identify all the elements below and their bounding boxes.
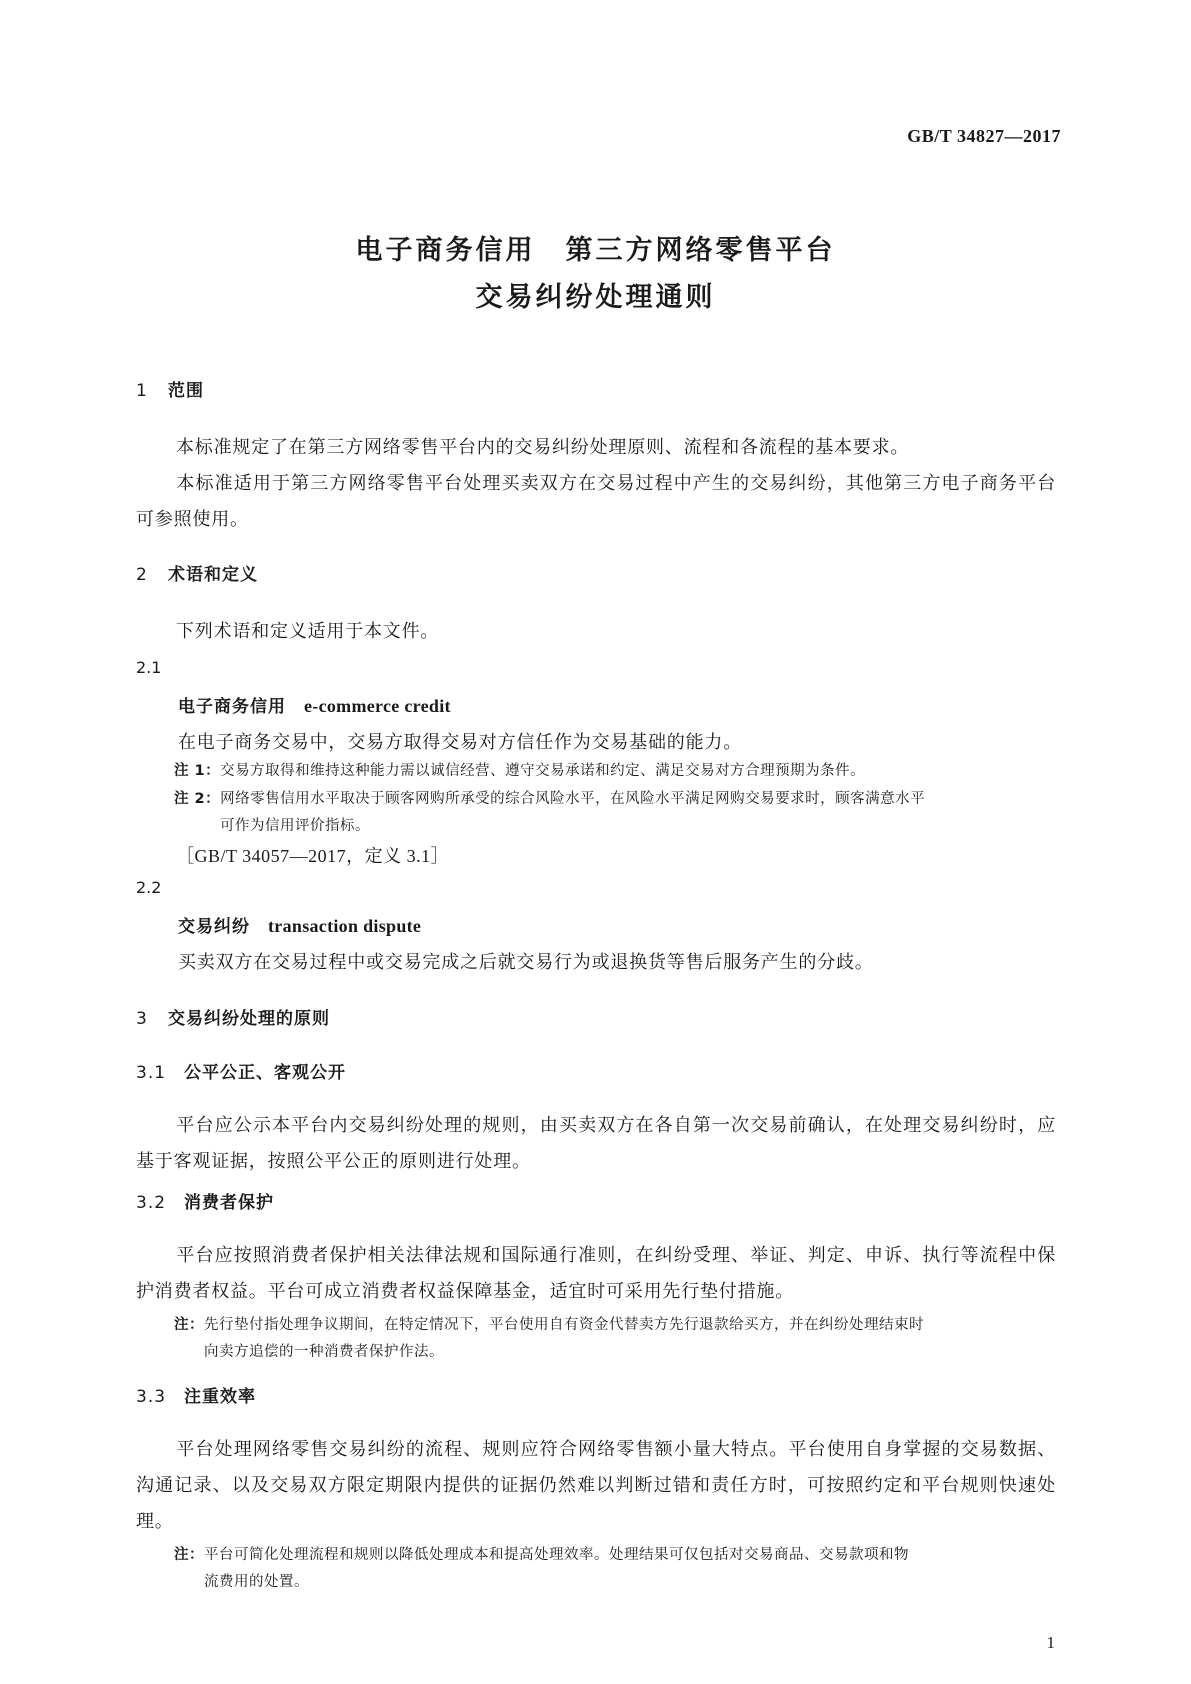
section-2-number: 2 [136, 565, 148, 585]
note-text: 网络零售信用水平取决于顾客网购所承受的综合风险水平，在风险水平满足网购交易要求时，顾客满意水平 [220, 791, 926, 807]
section-3-3-title: 注重效率 [184, 1387, 256, 1407]
section-3-2-number: 3.2 [136, 1193, 167, 1213]
section-1-number: 1 [136, 381, 148, 401]
document-title-line2: 交易纠纷处理通则 [475, 282, 716, 313]
note-label: 注： [174, 1317, 204, 1333]
note-label: 注： [174, 1547, 204, 1563]
section-3-2-paragraph [136, 1238, 1056, 1310]
section-3-title: 交易纠纷处理的原则 [168, 1009, 330, 1029]
section-3-3-note [174, 1542, 1058, 1596]
term-2-1-definition: 在电子商务交易中，交易方取得交易对方信任作为交易基础的能力。 [178, 732, 742, 753]
section-3-3-paragraph [136, 1432, 1056, 1540]
note-text-continuation: 流费用的处置。 [204, 1574, 309, 1590]
term-2-1-note-2 [174, 786, 1058, 840]
section-2-intro [136, 614, 1056, 650]
section-3-number: 3 [136, 1009, 148, 1029]
section-3-1-title: 公平公正、客观公开 [184, 1063, 346, 1083]
term-2-1-note-1 [174, 758, 1058, 785]
term-2-1-name-zh: 电子商务信用 [178, 697, 286, 717]
term-2-1-source: ［GB/T 34057—2017，定义 3.1］ [176, 846, 450, 866]
section-3-1-heading [136, 1058, 346, 1083]
section-2-title: 术语和定义 [168, 565, 258, 585]
section-1-paragraph-2-text: 本标准适用于第三方网络零售平台处理买卖双方在交易过程中产生的交易纠纷，其他第三方电子商务平台可参照使用。 [136, 473, 1056, 530]
section-1-paragraph-1-text: 本标准规定了在第三方网络零售平台内的交易纠纷处理原则、流程和各流程的基本要求。 [176, 437, 910, 458]
section-3-1-paragraph [136, 1108, 1056, 1180]
term-2-2-name-en: transaction dispute [268, 916, 422, 936]
section-2-intro-text: 下列术语和定义适用于本文件。 [176, 621, 440, 642]
note-label: 注 2： [174, 791, 221, 807]
standard-code: GB/T 34827—2017 [907, 126, 1061, 146]
note-text: 交易方取得和维持这种能力需以诚信经营、遵守交易承诺和约定、满足交易对方合理预期为条件。 [220, 763, 866, 779]
page-number: 1 [1046, 1633, 1055, 1652]
section-3-heading [136, 1004, 330, 1029]
term-2-2-definition: 买卖双方在交易过程中或交易完成之后就交易行为或退换货等售后服务产生的分歧。 [178, 952, 874, 973]
section-3-2-text: 平台应按照消费者保护相关法律法规和国际通行准则，在纠纷受理、举证、判定、申诉、执行等流程中保护消费者权益。平台可成立消费者权益保障基金，适宜时可采用先行垫付措施。 [136, 1245, 1056, 1302]
section-3-3-number: 3.3 [136, 1387, 167, 1407]
term-2-2-number: 2.2 [136, 878, 162, 897]
section-3-1-number: 3.1 [136, 1063, 167, 1083]
term-2-1-name [178, 692, 451, 717]
section-3-1-text: 平台应公示本平台内交易纠纷处理的规则，由买卖双方在各自第一次交易前确认，在处理交易纠纷时，应基于客观证据，按照公平公正的原则进行处理。 [136, 1115, 1056, 1172]
section-3-3-text: 平台处理网络零售交易纠纷的流程、规则应符合网络零售额小量大特点。平台使用自身掌握的交易数据、沟通记录、以及交易双方限定期限内提供的证据仍然难以判断过错和责任方时，可按照约定和平台规则快速处理。 [136, 1439, 1056, 1532]
term-2-1-name-en: e-commerce credit [304, 696, 451, 716]
note-text: 平台可简化处理流程和规则以降低处理成本和提高处理效率。处理结果可仅包括对交易商品、交易款项和物 [204, 1547, 909, 1563]
section-1-paragraph-1 [136, 430, 1056, 466]
section-3-2-heading [136, 1188, 274, 1213]
term-2-2-name-zh: 交易纠纷 [178, 917, 250, 937]
section-3-2-title: 消费者保护 [184, 1193, 274, 1213]
section-1-paragraph-2 [136, 466, 1056, 538]
section-1-heading [136, 376, 204, 401]
note-text: 先行垫付指处理争议期间，在特定情况下，平台使用自有资金代替卖方先行退款给买方，并在纠纷处理结束时 [204, 1317, 924, 1333]
section-1-title: 范围 [168, 381, 204, 401]
term-2-2-name [178, 912, 421, 937]
note-label: 注 1： [174, 763, 221, 779]
note-text-continuation: 向卖方追偿的一种消费者保护作法。 [204, 1344, 444, 1360]
term-2-1-number: 2.1 [136, 658, 162, 677]
section-2-heading [136, 560, 258, 585]
section-3-2-note [174, 1312, 1058, 1366]
note-text-continuation: 可作为信用评价指标。 [220, 818, 370, 834]
document-title-line1: 电子商务信用 第三方网络零售平台 [355, 235, 836, 266]
section-3-3-heading [136, 1382, 256, 1407]
